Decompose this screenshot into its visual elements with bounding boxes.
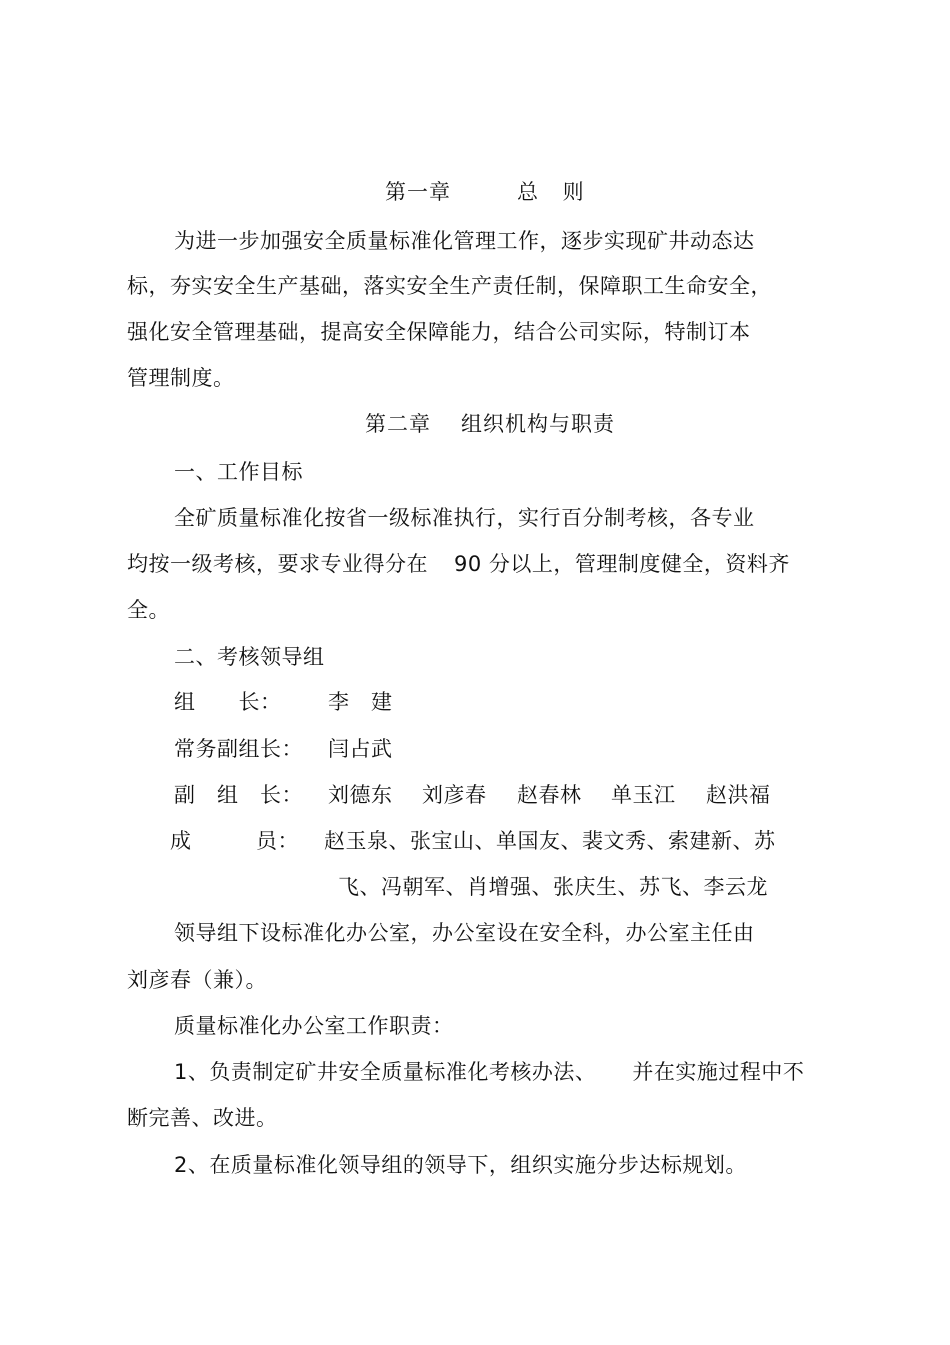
section-2-heading: 二、考核领导组 (174, 645, 325, 669)
deputy-name: 赵洪福 (706, 783, 771, 807)
leader-label: 组 长： (174, 690, 282, 714)
intro-line-3: 强化安全管理基础，提高安全保障能力，结合公司实际，特制订本 (127, 320, 751, 344)
chapter-2-heading (365, 410, 615, 438)
chapter-1-heading (385, 178, 585, 206)
deputy-name: 单玉江 (611, 783, 676, 807)
deputies-label: 副 组 长： (174, 783, 303, 807)
deputy-name: 赵春林 (517, 783, 582, 807)
members-label: 成 员： (170, 829, 299, 853)
intro-line-4: 管理制度。 (127, 366, 235, 390)
exec-deputy-name: 闫占武 (328, 737, 393, 761)
deputy-name: 刘德东 (328, 783, 393, 807)
duty-item-2: 2、在质量标准化领导组的领导下，组织实施分步达标规划。 (174, 1153, 747, 1177)
chapter-2-title: 组织机构与职责 (461, 412, 615, 436)
duty-item-1c: 断完善、改进。 (127, 1106, 278, 1130)
leader-row (174, 688, 282, 716)
section-1-heading: 一、工作目标 (174, 460, 303, 484)
section-1-line-3: 全。 (127, 598, 170, 622)
section-1-line-2a: 均按一级考核，要求专业得分在 (127, 552, 428, 576)
chapter-2-label: 第二章 (365, 412, 431, 436)
leader-name: 李 建 (328, 690, 393, 714)
deputy-name: 刘彦春 (422, 783, 487, 807)
section-1-line-2 (127, 550, 790, 578)
duty-item-1a: 1、负责制定矿井安全质量标准化考核办法、 (174, 1060, 597, 1084)
intro-line-1: 为进一步加强安全质量标准化管理工作，逐步实现矿井动态达 (174, 229, 755, 253)
duties-heading: 质量标准化办公室工作职责： (174, 1014, 454, 1038)
duty-item-1b: 并在实施过程中不 (632, 1060, 805, 1084)
members-line-1: 赵玉泉、张宝山、单国友、裴文秀、索建新、苏 (324, 829, 776, 853)
section-1-line-2b: 90 分以上，管理制度健全，资料齐 (454, 552, 790, 576)
exec-deputy-label: 常务副组长： (174, 737, 303, 761)
intro-line-2: 标，夯实安全生产基础，落实安全生产责任制，保障职工生命安全， (127, 274, 772, 298)
office-line-2: 刘彦春（兼）。 (127, 968, 267, 992)
chapter-1-title: 总 则 (517, 180, 585, 204)
duty-item-1 (174, 1058, 804, 1086)
members-line-2: 飞、冯朝军、肖增强、张庆生、苏飞、李云龙 (338, 875, 768, 899)
section-1-line-1: 全矿质量标准化按省一级标准执行，实行百分制考核，各专业 (174, 506, 755, 530)
office-line-1: 领导组下设标准化办公室，办公室设在安全科，办公室主任由 (174, 921, 755, 945)
chapter-1-label: 第一章 (385, 180, 451, 204)
